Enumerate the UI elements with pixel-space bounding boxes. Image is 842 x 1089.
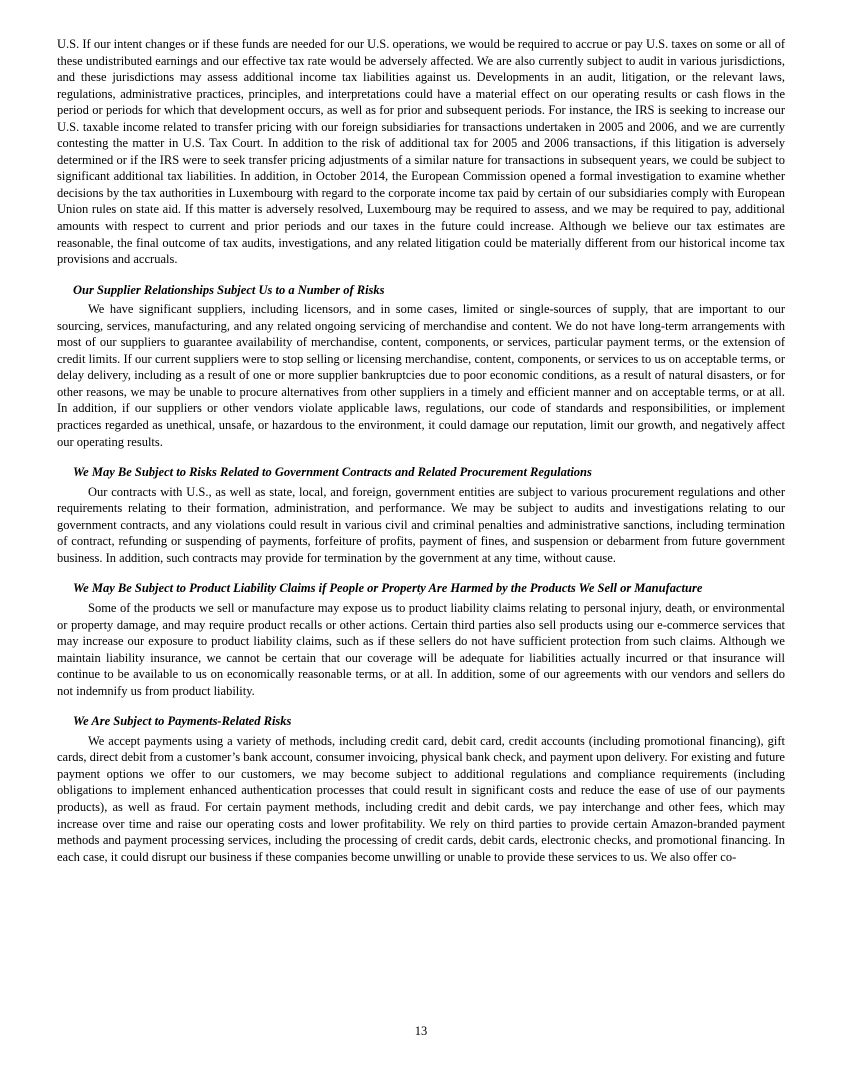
section-supplier-relationships — [57, 282, 785, 450]
section-paragraph: Our contracts with U.S., as well as state, local, and foreign, government entities are subject to various procurement regulations and other requirements relating to their formation, administration, and performance. We may be subject to audits and investigations relating to our government contracts, and any violations could result in various civil and criminal penalties and administrative sanctions, including termination of contract, refunding or suspending of payments, forfeiture of profits, payment of fines, and suspension or debarment from future government business. In addition, such contracts may provide for termination by the government at any time, without cause. — [57, 484, 785, 565]
section-heading: We May Be Subject to Product Liability Claims if People or Property Are Harmed by the Products We Sell or Manufacture — [73, 581, 703, 596]
section-paragraph: Some of the products we sell or manufacture may expose us to product liability claims relating to personal injury, death, or environmental or property damage, and may require product recalls or other actions. Certain third parties also sell products using our e-commerce services that may increase our exposure to product liability claims, such as if these sellers do not have sufficient protection from such claims. Although we maintain liability insurance, we cannot be certain that our coverage will be adequate for liabilities actually incurred or that insurance will continue to be available to us on economically reasonable terms, or at all. In addition, some of our agreements with our vendors and sellers do not indemnify us from product liability. — [57, 600, 785, 698]
intro-paragraph: U.S. If our intent changes or if these funds are needed for our U.S. operations, we would be required to accrue or pay U.S. taxes on some or all of these undistributed earnings and our effective tax rate would be adversely affected. We are also currently subject to audit in various jurisdictions, and these jurisdictions may assess additional income tax liabilities against us. Developments in an audit, litigation, or the relevant laws, regulations, administrative practices, principles, and interpretations could have a material effect on our operating results or cash flows in the period or periods for which that development occurs, as well as for prior and subsequent periods. For instance, the IRS is seeking to increase our U.S. taxable income related to transfer pricing with our foreign subsidiaries for transactions undertaken in 2005 and 2006, and we are currently contesting the matter in U.S. Tax Court. In addition to the risk of additional tax for 2005 and 2006 transactions, if this litigation is adversely determined or if the IRS were to seek transfer pricing adjustments of a similar nature for transactions in subsequent years, we could be subject to significant additional tax liabilities. In addition, in October 2014, the European Commission opened a formal investigation to examine whether decisions by the tax authorities in Luxembourg with regard to the corporate income tax paid by certain of our subsidiaries comply with European Union rules on state aid. If this matter is adversely resolved, Luxembourg may be required to assess, and we may be required to pay, additional amounts with respect to current and prior periods and our taxes in the future could increase. Although we believe our tax estimates are reasonable, the final outcome of tax audits, investigations, and any related litigation could be materially different from our historical income tax provisions and accruals. — [57, 37, 785, 267]
section-heading: We May Be Subject to Risks Related to Government Contracts and Related Procurement Regulations — [73, 465, 592, 480]
section-paragraph: We accept payments using a variety of methods, including credit card, debit card, credit accounts (including promotional financing), gift cards, direct debit from a customer’s bank account, consumer invoicing, physical bank check, and payment upon delivery. For existing and future payment options we offer to our customers, we may become subject to additional regulations and compliance requirements (including obligations to implement enhanced authentication processes that could result in significant costs and reduce the ease of use of our payments products), as well as fraud. For certain payment methods, including credit and debit cards, we pay interchange and other fees, which may increase over time and raise our operating costs and lower profitability. We rely on third parties to provide certain Amazon-branded payment methods and payment processing services, including the processing of credit cards, debit cards, electronic checks, and promotional financing. In each case, it could disrupt our business if these companies become unwilling or unable to provide these services to us. We also offer co- — [57, 733, 785, 864]
section-heading: We Are Subject to Payments-Related Risks — [73, 714, 292, 729]
page-number: 13 — [414, 1024, 428, 1038]
section-payments-risks — [57, 713, 785, 865]
section-paragraph: We have significant suppliers, including licensors, and in some cases, limited or single-sources of supply, that are important to our sourcing, services, manufacturing, and any related ongoing servicing of merchandise and content. We do not have long-term arrangements with most of our suppliers to guarantee availability of merchandise, content, components, or services, particular payment terms, or the extension of credit limits. If our current suppliers were to stop selling or licensing merchandise, content, components, or services to us on acceptable terms, or delay delivery, including as a result of one or more supplier bankruptcies due to poor economic conditions, as a result of natural disasters, or for other reasons, we may be unable to procure alternatives from other suppliers in a timely and efficient manner and on acceptable terms, or at all. In addition, if our suppliers or other vendors violate applicable laws, regulations, our code of standards and responsibilities, or implement practices regarded as unethical, unsafe, or hazardous to the environment, it could damage our reputation, limit our growth, and negatively affect our operating results. — [57, 302, 785, 449]
section-government-contracts — [57, 464, 785, 566]
section-product-liability — [57, 580, 785, 699]
document-page — [57, 36, 785, 865]
section-heading: Our Supplier Relationships Subject Us to a Number of Risks — [73, 282, 385, 297]
